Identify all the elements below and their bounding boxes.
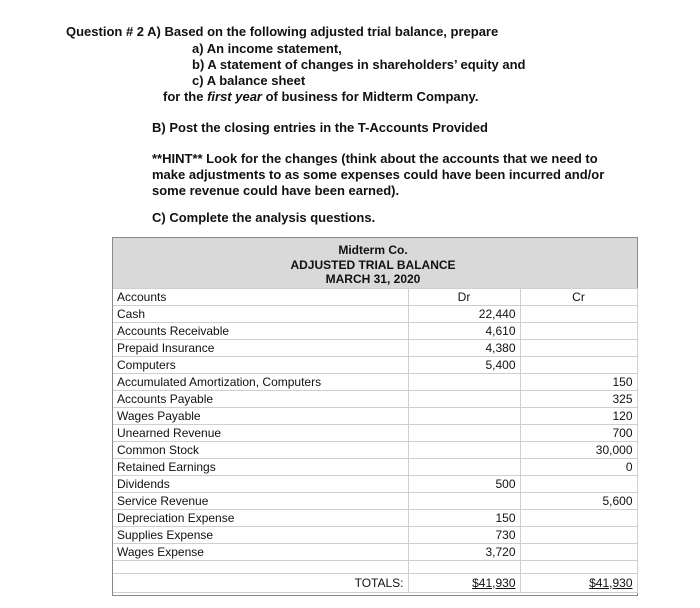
task-equity-statement: b) A statement of changes in shareholders’ equity and (192, 57, 526, 72)
table-row (113, 544, 637, 561)
credit-amount: 150 (520, 374, 637, 391)
blank-cell (408, 561, 520, 574)
part-c-instruction: C) Complete the analysis questions. (152, 210, 376, 225)
table-row (113, 442, 637, 459)
credit-amount (520, 357, 637, 374)
table-row (113, 374, 637, 391)
debit-amount: 500 (408, 476, 520, 493)
table-row (113, 306, 637, 323)
account-name: Accumulated Amortization, Computers (113, 374, 408, 391)
table-row (113, 527, 637, 544)
debit-amount (408, 493, 520, 510)
table-row (113, 391, 637, 408)
table-row (113, 408, 637, 425)
blank-cell (113, 561, 408, 574)
total-credit (520, 574, 637, 593)
total-credit-value: $41,930 (589, 575, 633, 590)
blank-cell (520, 561, 637, 574)
part-b-instruction: B) Post the closing entries in the T-Accounts Provided (152, 120, 488, 135)
debit-amount (408, 408, 520, 425)
totals-label: TOTALS: (113, 574, 408, 593)
header-cr: Cr (520, 289, 637, 306)
debit-amount (408, 442, 520, 459)
account-name: Service Revenue (113, 493, 408, 510)
total-debit-value: $41,930 (472, 575, 516, 590)
credit-amount (520, 510, 637, 527)
company-name: Midterm Co. (338, 243, 408, 257)
debit-amount: 150 (408, 510, 520, 527)
credit-amount (520, 306, 637, 323)
debit-amount: 3,720 (408, 544, 520, 561)
account-name: Common Stock (113, 442, 408, 459)
for-suffix: of business for Midterm Company. (261, 89, 479, 104)
header-dr: Dr (408, 289, 520, 306)
total-debit (408, 574, 520, 593)
debit-amount (408, 374, 520, 391)
table-title-block (113, 238, 637, 288)
totals-row (113, 574, 637, 593)
table-row (113, 425, 637, 442)
credit-amount (520, 476, 637, 493)
credit-amount (520, 323, 637, 340)
credit-amount (520, 527, 637, 544)
account-name: Computers (113, 357, 408, 374)
hint-line-2: make adjustments to as some expenses could have been incurred and/or (152, 167, 605, 182)
table-row (113, 459, 637, 476)
question-heading: Question # 2 A) Based on the following adjusted trial balance, prepare (66, 24, 499, 39)
column-header-row (113, 289, 637, 306)
for-first-year-line (163, 89, 478, 105)
debit-amount: 4,380 (408, 340, 520, 357)
credit-amount (520, 340, 637, 357)
hint-line-3: some revenue could have been earned). (152, 183, 400, 198)
account-name: Accounts Receivable (113, 323, 408, 340)
report-title: ADJUSTED TRIAL BALANCE (290, 258, 456, 272)
debit-amount: 5,400 (408, 357, 520, 374)
debit-amount: 4,610 (408, 323, 520, 340)
account-name: Wages Payable (113, 408, 408, 425)
blank-row (113, 561, 637, 574)
report-date: MARCH 31, 2020 (325, 272, 421, 286)
account-name: Cash (113, 306, 408, 323)
for-prefix: for the (163, 89, 208, 104)
debit-amount (408, 425, 520, 442)
credit-amount: 5,600 (520, 493, 637, 510)
task-balance-sheet: c) A balance sheet (192, 73, 306, 88)
header-accounts: Accounts (113, 289, 408, 306)
table-row (113, 340, 637, 357)
account-name: Supplies Expense (113, 527, 408, 544)
table-row (113, 323, 637, 340)
first-year-emphasis: first year (207, 89, 262, 104)
table-row (113, 510, 637, 527)
hint-line-1: **HINT** Look for the changes (think about the accounts that we need to (152, 151, 598, 166)
table-row (113, 357, 637, 374)
trial-balance-grid (113, 288, 638, 593)
credit-amount (520, 544, 637, 561)
credit-amount: 120 (520, 408, 637, 425)
account-name: Retained Earnings (113, 459, 408, 476)
account-name: Wages Expense (113, 544, 408, 561)
account-name: Accounts Payable (113, 391, 408, 408)
credit-amount: 0 (520, 459, 637, 476)
account-name: Dividends (113, 476, 408, 493)
trial-balance-table (112, 237, 638, 596)
account-name: Depreciation Expense (113, 510, 408, 527)
account-name: Prepaid Insurance (113, 340, 408, 357)
account-name: Unearned Revenue (113, 425, 408, 442)
task-income-statement: a) An income statement, (192, 41, 342, 56)
debit-amount: 730 (408, 527, 520, 544)
credit-amount: 30,000 (520, 442, 637, 459)
table-row (113, 493, 637, 510)
debit-amount (408, 459, 520, 476)
credit-amount: 700 (520, 425, 637, 442)
debit-amount (408, 391, 520, 408)
debit-amount: 22,440 (408, 306, 520, 323)
credit-amount: 325 (520, 391, 637, 408)
table-row (113, 476, 637, 493)
